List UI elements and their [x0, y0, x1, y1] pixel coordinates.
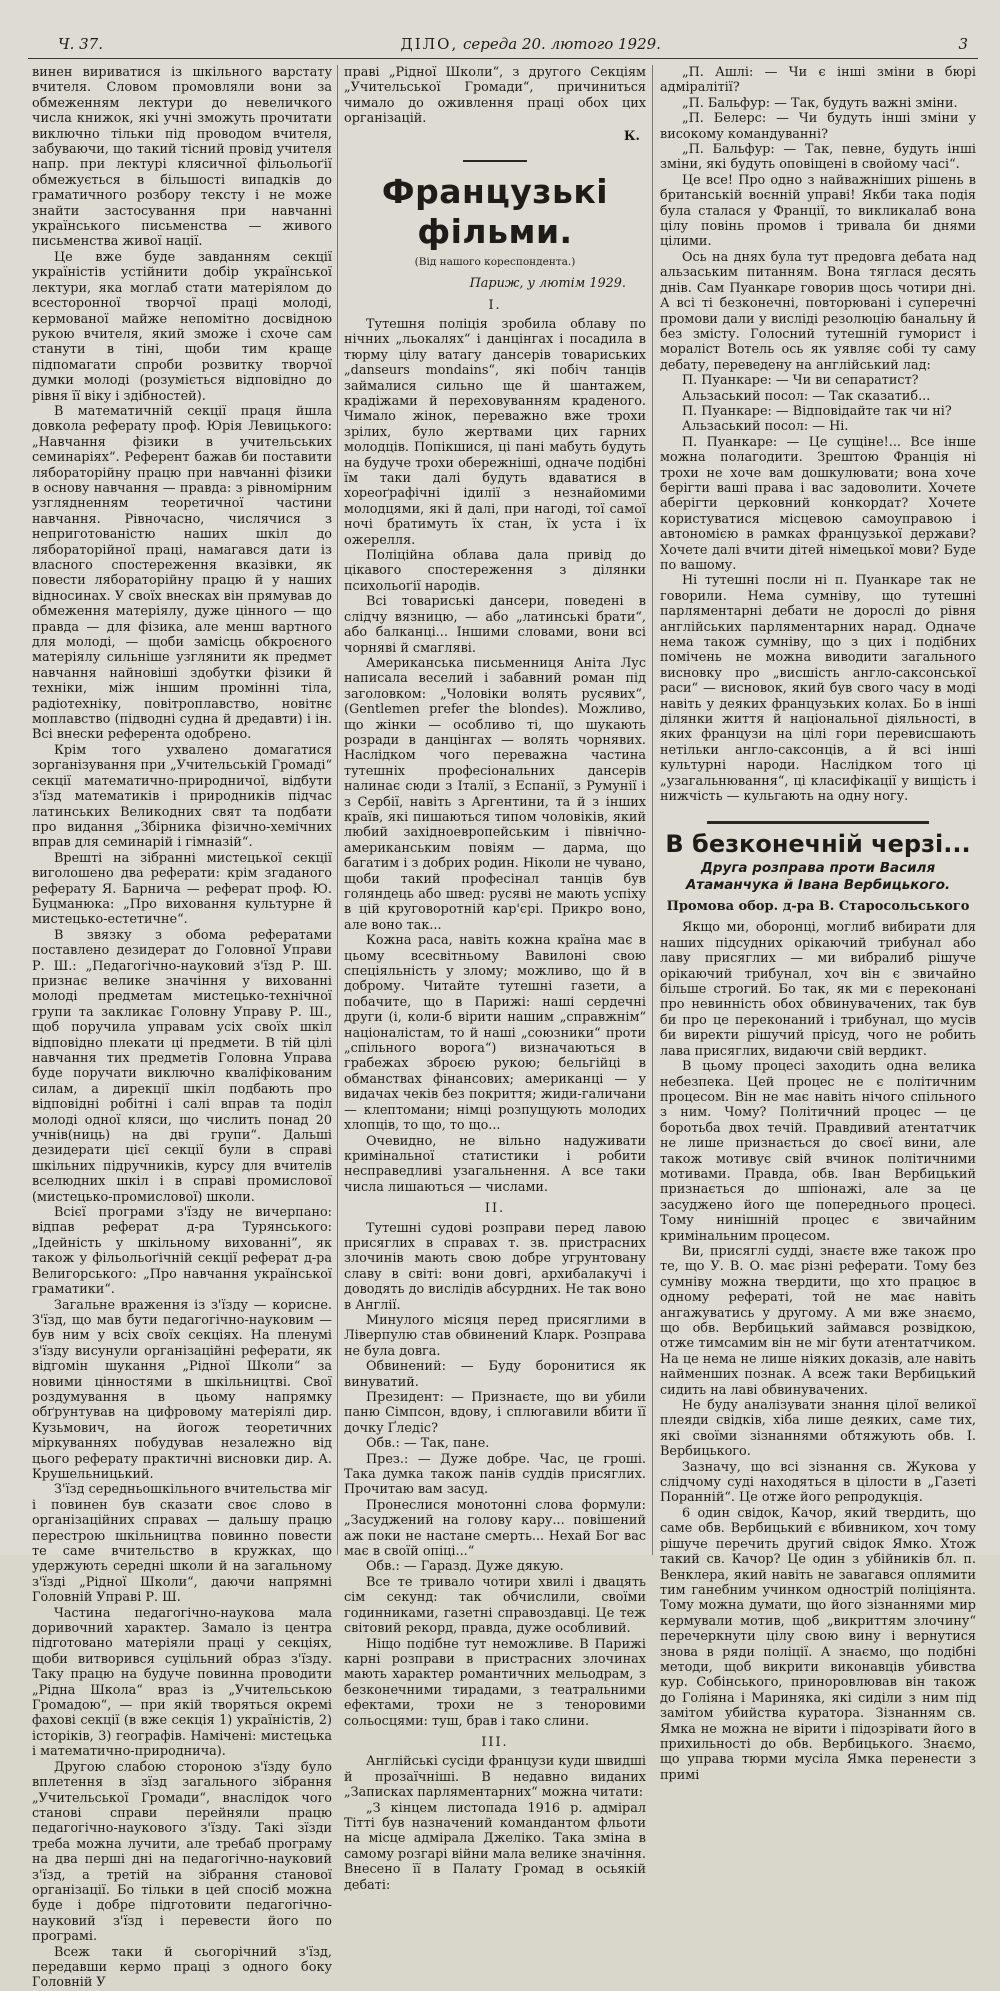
issue-date: середа 20. лютого 1929. [463, 35, 661, 53]
paragraph: Це все! Про одно з найважніших рішень в британській воєнній управі! Якби така подія була сталася у Франції, то викликалаб вона цілу повінь промов і тривала би днями цілими. [660, 172, 976, 250]
paragraph: Всієї програми з'їзду не вичерпано: відпав реферат д-ра Турянського: „Ідейність у шкільному вихованні“, як також у фільольоґічній секції реферат д-ра Велигорського: „Про навчання української граматики“. [32, 1205, 332, 1298]
paragraph: праві „Рідної Школи“, з другого Секціям „Учительської Громади“, причиниться чимало до оживлення праці обох цих організацій. [344, 65, 646, 127]
paragraph: Всеж таки й сьогорічний з'їзд, передавши кермо праці з одного боку Головній У [32, 1944, 332, 1991]
column-rule [337, 65, 338, 1555]
speech-title: Промова обор. д-ра В. Старосольського [666, 898, 970, 914]
paragraph: Пронеслися монотонні слова формули: „Засуджений на голову кару... повішений аж поки не настане смерть... Нехай Бог вас має в своїй опіці...“ [344, 1497, 646, 1560]
section-number: II. [484, 1201, 506, 1217]
dialog-line: П. Пуанкаре: — Чи ви сепаратист? [682, 373, 919, 389]
paragraph: Якщо ми, оборонці, моглиб вибирати для наших підсудних орікаючий трибунал або лаву присяглих — ми вибралиб рішуче орікаючий трибунал, хоч він є звичайно більше строгий. Бо так, як ми є переконані про невинність обох обвинувачених, так був би про це переконаний і трибунал, що мусів би виректи рішучий прісуд, чого не робить лава присяглих, видаючи свій вердикт. [660, 920, 976, 1059]
columns [28, 65, 978, 1991]
dialog-line: Обв.: — Так, пане. [366, 1436, 490, 1452]
paragraph: Ось на днях була тут предовга дебата над альзаським питанням. Вона тяглася десять днів. Сам Пуанкаре говорив щось чотири дні. А всі ті безконечні, повторювані і суперечні промови дали у висліді резолюцію банальну й без змісту. Голосний тутешній гуморист і мораліст Вотель ось як уявляє собі ту саму дебату, переведену на англійський лад: [660, 249, 976, 373]
dateline: Париж, у лютім 1929. [469, 276, 626, 292]
paragraph: Все те тривало чотири хвилі і двацять сім секунд: так обчислили, своїми годинниками, газетні справоздавці. Це теж світовий рекорд, правда, дуже особливий. [344, 1574, 646, 1637]
paragraph: Англійські сусіди французи куди швидші й прозаїчніші. В недавно виданих „Записках парляментарних“ можна читати: [344, 1754, 646, 1801]
dialog-line: Президент: — Признаєте, що ви убили паню Сімпсон, вдову, і сплюгавили вбити її дочку Ґледіс? [344, 1390, 646, 1436]
paragraph: Ні тутешні посли ні п. Пуанкаре так не говорили. Нема сумніву, що тутешні парляментарні дебати не дорослі до рівня англійських парляментарних нарад. Одначе нема також сумніву, що з цих і подібних помічень не можна виводити загального висновку про „висшість англо-саксонської раси“ — висновок, який був свого часу в моді навіть у деяких французьких колах. Бо в інші ділянки життя й національної діяльності, в яких французи на цілі гори перевисшають нетільки англо-саксонців, а й всі інші культурні народи. Наслідком того ці „узагальнювання“, ці класифікації у вищість і нижчість — кульгають на одну ногу. [660, 573, 976, 805]
dialog-line: Альзаський посол: — Ні. [682, 419, 849, 435]
paragraph: 6 один свідок, Качор, який твердить, що саме обв. Вербицький є вбивником, хоч тому рішуче перечить другий свідок Ямко. Хтож такий св. Качор? Це один з убійників бл. п. Венклера, який навіть не завагався оплямити тим ганебним учинком однострій поліціянта. Тому можна думати, що його зізнаннями мир кермували мотив, щоб „викриттям злочину“ перечеркнути цілу свою вину і вернутися знова в ряди поліції. А знаємо, що подібні методи, щоб викрити виконавців убивства кур. Собінського, приноровлював він також до Голіяна і Мариняка, які сиділи з ним під замітом убийства куратора. Зізнанням св. Ямка не можна не вірити і підозрівати його в прихильності до обв. Вербицького. Знаємо, що управа тюрми мусіла Ямка перенести з примі [660, 1505, 976, 1783]
paragraph: винен вириватися із шкільного варстату вчителя. Словом промовляли вони за обмеженням лектури до невеличкого числа книжок, які учні зможуть прочитати виключно тільки під проводом вчителя, забуваючи, що такий тісний провід учителя напр. при лектурі клясичної фільольоґії обмежується в більшості випадків до граматичного розбору тексту і не може знайти застосування при навчанні українського письменства — живого письменства живої нації. [32, 65, 332, 250]
byline: (Від нашого кореспондента.) [414, 255, 576, 268]
page-number: 3 [958, 35, 968, 53]
dialog-line: Обвинений: — Буду боронитися як винуватий. [344, 1359, 646, 1390]
column-2 [344, 65, 646, 1893]
masthead [28, 32, 978, 59]
column-rule [652, 65, 653, 1555]
article-subhead: Друга розправа проти Василя Атаманчука й Івана Вербицького. [685, 860, 951, 893]
paragraph: Очевидно, не вільно надуживати кримінальної статистики і робити несправедливі узагальнення. А все таки числа лишаються — числами. [344, 1133, 646, 1195]
article-headline: В безконечній черзі... [665, 829, 971, 858]
paper-title: ДІЛО, [400, 35, 459, 53]
paragraph: В звязку з обома рефератами поставлено дезидерат до Головної Управи Р. Ш.: „Педагогічно-науковий з'їзд Р. Ш. признає велике значіння у вихованні молоді предметам мистецько-технічної групи та закликає Головну Управу Р. Ш., щоб поручила управам усіх своїх шкіл відповідно плекати ці предмети. В тій цілі навчання тих предметів Головна Управа буде поручати виключно кваліфікованим силам, а дирекції шкіл подбають про відповідні робітні і салі вправ та поділ молоді одної кляси, що числить понад 20 учнів(ниць) на дві групи“. Дальші дезидерати цієї секції були в справі шкільних підручників, курсу для вчителів вселюдних шкіл і в справі промислової (мистецько-промислової) школи. [32, 927, 332, 1205]
paragraph: Минулого місяця перед присяглими в Ліверпулю став обвинений Кларк. Розправа не була довга. [344, 1312, 646, 1359]
paragraph: Тутешня поліція зробила облаву по нічних „льокалях“ і данцінгах і посадила в тюрму цілу ватагу дансерів товариських „danseurs mondains“, які побіч танців займалися сильно ще й шантажем, крадіжами й переховуванням краденого. Чимало жінок, переважно вже трохи зрілих, було жертвами цих гарних молодців. Попікшися, ці пані мабуть будуть на будуче трохи обережніші, одначе подібні їм таки далі будуть вдаватися в хореоґрафічні ідилії з незнайомими молодцями, які й далі, при нагоді, тої самої ночі братимуть їх стан, їх уста і їх ожерелля. [344, 316, 646, 548]
paragraph: Ви, присяглі судді, знаєте вже також про те, що У. В. О. має різні реферати. Тому без сумніву можна твердити, що хто працює в одному рефераті, той не має навіть ангажуватись у другому. А ми вже знаємо, що обв. Вербицький займався розвідкою, отже тимсамим він не міг бути атентатчиком. На це нема не лише ніяких доказів, але навіть найменших познак. А всеж таки Вербицький сидить на лаві обвинувачених. [660, 1243, 976, 1398]
author-signature: К. [623, 128, 640, 144]
paragraph: Другою слабою стороною з'їзду було вплетення в зїзд загального зібрання „Учительської Громади“, внаслідок чого становi справи перейняли працю педагогічно-наукового з'їзду. Такі зїзди треба можна лучити, але требаб програму на два перші дні на педагогічно-науковий з'їзд, а третій на зібрання станової організації. Бо тільки в цей спосіб можна буде і добре підготовити педагогічно-науковий з'їзд і перевести його по програмі. [32, 1759, 332, 1945]
paragraph: Ніщо подібне тут неможливе. В Парижі карні розправи в пристрасних злочинах мають характер романтичних мельодрам, з безконечними тирадами, з театральними ефектами, трохи не з теноровими сольосцями: туш, брав і тако слини. [344, 1636, 646, 1729]
paragraph: Частина педагогічно-наукова мала доривочний характер. Замало із центра підготовано матеріяли праці у секціях, щоби витворився суцільний образ з'їзду. Таку працю на будуче повинна проводити „Рідна Школа“ враз із „Учительською Громадою“, — при якій творяться окремі фахові секції (в вже секція 1) україністів, 2) історіків, 3) географів. Намічені: мистецька і математично-природнича). [32, 1605, 332, 1760]
article-headline: Французькі фільми. [381, 172, 609, 251]
section-number: III. [481, 1734, 509, 1750]
dialog-line: „П. Бальфур: — Так, будуть важні зміни. [682, 95, 958, 111]
paragraph: Зазначу, що всі зізнання св. Жукова у слідчому суді находяться в цілости в „Газеті Поранній“. Це отже його репродукція. [660, 1459, 976, 1506]
dialog-line: „П. Белерс: — Чи будуть інші зміни у високому командуванні? [660, 111, 976, 142]
dialog-line: „П. Ашлі: — Чи є інші зміни в бюрі адміралітії? [660, 65, 976, 96]
paragraph: Загальне враження із з'їзду — корисне. З'їзд, що мав бути педагогічно-науковим — був ним у всіх своїх секціях. На пленумі з'їзду висунули організаційні реферати, як відгомін шукання „Рідної Школи“ за новими цінностями в шкільництві. Свої роздумування в цьому напрямку обґрунтував на цифровому матеріялі дир. Кузьмович, на йогож теоретичних міркуваннях побудував незалежно від цього реферату практичні висновки дир. А. Крушельницький. [32, 1297, 332, 1482]
paragraph: П. Пуанкаре: — Це сущіне!... Все інше можна полагодити. Зрештою Франція ні трохи не хоче вам дошкулювати; вона хоче берігти ваші права і вас задоволити. Хочете аберігти церковний конкордат? Хочете користуватися місцевою самоуправою і автономією в рамках французької держави? Хочете далі вчити дітей німецької мови? Буде по вашому. [660, 434, 976, 573]
separator [707, 821, 928, 824]
separator [463, 160, 527, 162]
paragraph: Тутешні судові розправи перед лавою присяглих в справах т. зв. пристрасних злочинів мають свою добре угрунтовану славу в світі: вони довгі, архибалакучі і доводять до вислідів абсурдних. Не так воно в Англії. [344, 1220, 646, 1313]
paragraph: Обв.: — Гаразд. Дуже дякую. [366, 1559, 564, 1575]
paragraph: Це вже буде завданням секції україністів устійнити добір української лектури, яка моглаб стати матеріялом до всесторонної творчої праці молоді, кермованої майже непомітно досвідною рукою вчителя, який зможе і схоче сам станути в тіні, щоби тим краще підпомагати спроби розвитку творчої думки молоді (розуміється відповідно до рівня її віку і здібностей). [32, 249, 332, 404]
paragraph: Врешті на зібранні мистецької секції виголошено два реферати: крім згаданого реферату Я. Барнича — реферат проф. Ю. Буцманюка: „Про виховання культурне й мистецько-естетичне“. [32, 850, 332, 928]
column-3 [660, 65, 976, 1783]
issue-number: Ч. 37. [58, 35, 103, 53]
dialog-line: П. Пуанкаре: — Відповідайте так чи ні? [682, 403, 952, 419]
paragraph: „З кінцем листопада 1916 р. адмірал Тітті був назначений командантом фльоти на місце адмірала Джеліко. Така зміна в самому розгарі війни мала велике значіння. Внесено її в Палату Громад в осьякій дебаті: [344, 1800, 646, 1893]
paragraph: Американська письменниця Аніта Лус написала веселий і забавний роман під заголовком: „Чоловіки волять русявих“, (Gentlemen prefer the blondes). Можливо, що жінки — особливо ті, що шукають розради в данцінгах — волять чорнявих. Наслідком чого переважна частина тутешніх професіональних дансерів налинає сюди з Італії, з Еспанії, з Румунії і з Сербії, навіть з Аргентини, та й з інших країв, які пишаються типом чоловіків, який любий західноевропейським і північно-американським повіям — дарма, що багатим і з добрих родин. Ніколи не чувано, щоби такий професінал танців був голяндець або швед: русяві не мають успіху в цій круговоротній кар'єрі. Прикро воно, але воно так... [344, 655, 646, 933]
paragraph: В цьому процесі заходить одна велика небезпека. Цей процес не є політичним процесом. Він не має навіть нічого спільного з ним. Чому? Політичний процес — це боротьба двох течій. Правдивий атентатчик не лише признається до своєї вини, але також мотивує свій вчинок політичними мотивами. Правда, обв. Іван Вербицький признається до шпіонажі, але за це засуджено його ще попереднього процесі. Тому нинішній процес є звичайним кримінальним процесом. [660, 1059, 976, 1244]
paragraph: Крім того ухвалено домагатися зорганізування при „Учительській Громаді“ секції математично-природничої, відбути з'їзд математиків і природників підчас латинських Великодних свят та подбати про видання „Збірника фізично-хемічних вправ для семинарій і гімназій“. [32, 742, 332, 851]
dialog-line: През.: — Дуже добре. Час, це гроші. Така думка також панів суддів присяглих. Прочитаю вам засуд. [344, 1451, 646, 1498]
paragraph: З'їзд середньошкільного вчительства міг і повинен був сказати своє слово в організаційних справах — дальшу працю перестрою шкільництва повинно повести те саме вчительство в кружках, що удержують середні школи й на загальному з'їзді „Рідної Школи“, даючи напрямні Головній Управі Р. Ш. [32, 1482, 332, 1606]
dialog-line: Альзаський посол: — Так сказатиб... [682, 388, 931, 404]
paragraph: Всі товариські дансери, поведені в слідчу вязницю, — або „латинські брати“, або балканці... Іншими словами, вони всі чорняві й смагляві. [344, 594, 646, 656]
column-1 [32, 65, 332, 1991]
section-number: I. [488, 297, 502, 313]
paragraph: В математичній секції праця йшла довкола реферату проф. Юрія Левицького: „Навчання фізики в учительських семинаріях“. Референт бажав би поставити ляборaторійну працю при навчанні фізики в основу навчання — правда: з рівномірним узглядненням теоретичної частини навчання. Рівночасно, числячися з неприготованістю наших шкіл до ляборaторійної праці, намагався дати із власного спостереження вказівки, як повести ляборaторійну працю й у наших відносинах. У своїх внесках він прямував до обмеження матеріялу, дуже цінного — що правда — для фізика, але менш вартного для молоді, — щоби замісць обкроєного матеріялу сильніше узглянити як предмет навчання найновіші здобутки фізики й техніки, між іншим промінні тіла, радіотехніку, повітроплавство, новітнє моплавство (підводні судна й дредавти) і ін. Всі внески референта одобрено. [32, 403, 332, 743]
paragraph: Не буду аналізувати знання цілої великої плеяди свідків, хіба лише деяких, саме тих, які своїми зізнаннями обтяжують обв. І. Вербицького. [660, 1398, 976, 1460]
paragraph: Кожна раса, навіть кожна країна має в цьому всесвітньому Вавилоні свою спеціяльність у злому; можливо, що й в доброму. Читайте тутешні газети, а побачите, що в Парижі: наші сердечні други (і, коли-б вірити нашим „справжнім“ націоналістам, то й наші „союзники“ проти „спільного ворога“) визначаються в грабежах зброєю рукою; бельгійці в обманствах фінансових; американці — у видачах чеків без покриття; жиди-галичани — клептомани; німці розпущують молодих хлопців, то що, то що... [344, 933, 646, 1134]
paragraph: Поліційна облава дала привід до цікавого спостереження з ділянки психольоґії народів. [344, 548, 646, 594]
masthead-center [401, 35, 661, 53]
dialog-line: „П. Бальфур: — Так, певне, будуть інші зміни, які будуть оповіщені в свойому часі“. [660, 142, 976, 173]
